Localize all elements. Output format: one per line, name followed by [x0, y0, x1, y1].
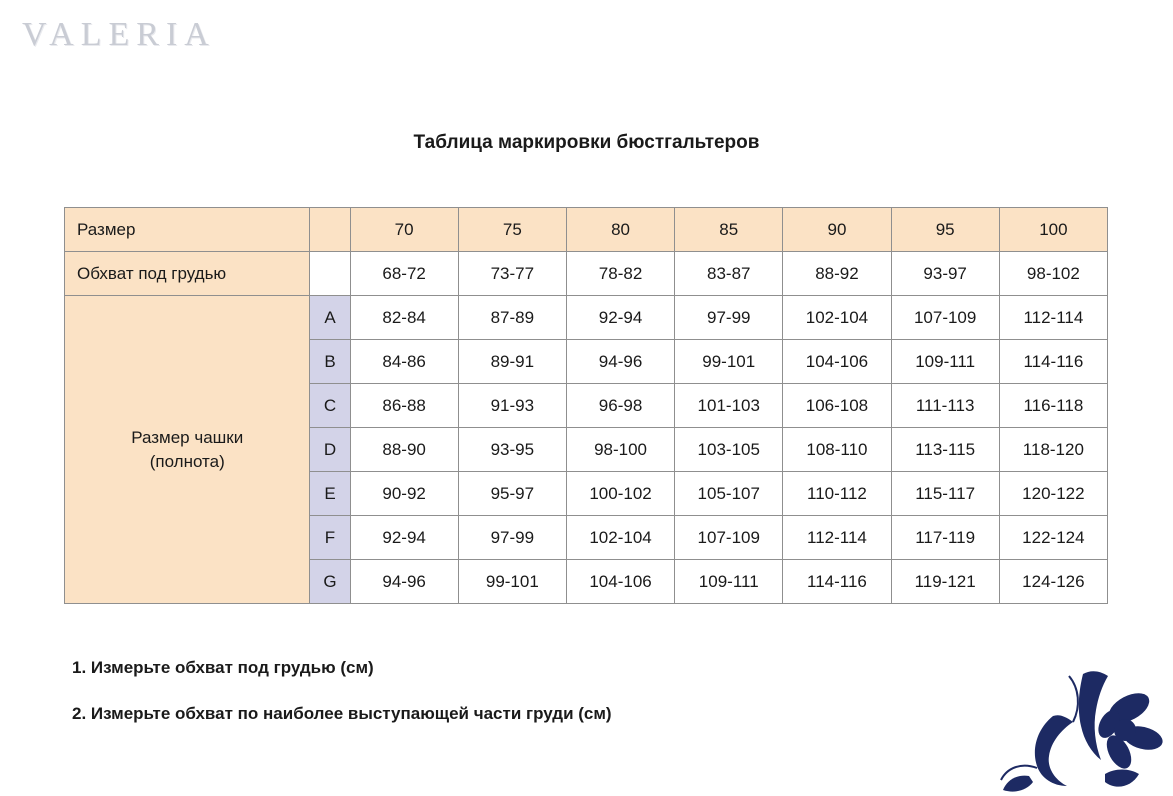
table-row-underbust — [65, 252, 1108, 296]
row-header-cup — [65, 296, 310, 604]
cup-value-cell: 102-104 — [783, 296, 891, 340]
underbust-cell: 83-87 — [675, 252, 783, 296]
cup-value-cell: 114-116 — [783, 560, 891, 604]
cup-value-cell: 115-117 — [891, 472, 999, 516]
cup-value-cell: 99-101 — [458, 560, 566, 604]
cup-value-cell: 97-99 — [458, 516, 566, 560]
underbust-cell: 93-97 — [891, 252, 999, 296]
cup-value-cell: 116-118 — [999, 384, 1107, 428]
cup-value-cell: 98-100 — [566, 428, 674, 472]
size-cell: 95 — [891, 208, 999, 252]
cup-value-cell: 107-109 — [891, 296, 999, 340]
cup-label-line1: Размер чашки — [131, 427, 244, 447]
cup-label-line2: (полнота) — [149, 451, 225, 471]
brand-logo: VALERIA — [22, 16, 216, 53]
underbust-cell: 73-77 — [458, 252, 566, 296]
cup-value-cell: 119-121 — [891, 560, 999, 604]
cup-value-cell: 113-115 — [891, 428, 999, 472]
cup-value-cell: 107-109 — [675, 516, 783, 560]
size-cell: 90 — [783, 208, 891, 252]
cup-value-cell: 96-98 — [566, 384, 674, 428]
size-cell: 80 — [566, 208, 674, 252]
size-cell: 70 — [350, 208, 458, 252]
cup-value-cell: 109-111 — [891, 340, 999, 384]
cup-value-cell: 92-94 — [566, 296, 674, 340]
cup-value-cell: 94-96 — [350, 560, 458, 604]
underbust-cell: 88-92 — [783, 252, 891, 296]
cup-value-cell: 91-93 — [458, 384, 566, 428]
cup-value-cell: 112-114 — [999, 296, 1107, 340]
cup-letter-cell: F — [310, 516, 350, 560]
cup-value-cell: 84-86 — [350, 340, 458, 384]
size-cell: 85 — [675, 208, 783, 252]
underbust-cell: 68-72 — [350, 252, 458, 296]
floral-ornament-icon — [933, 656, 1163, 796]
cup-value-cell: 89-91 — [458, 340, 566, 384]
cup-letter-cell: G — [310, 560, 350, 604]
cup-value-cell: 102-104 — [566, 516, 674, 560]
cup-value-cell: 92-94 — [350, 516, 458, 560]
bra-size-table — [64, 207, 1108, 604]
cup-value-cell: 94-96 — [566, 340, 674, 384]
cup-value-cell: 112-114 — [783, 516, 891, 560]
spacer-cell — [310, 252, 350, 296]
cup-value-cell: 117-119 — [891, 516, 999, 560]
cup-letter-cell: C — [310, 384, 350, 428]
cup-value-cell: 103-105 — [675, 428, 783, 472]
instruction-item: 1. Измерьте обхват под грудью (см) — [72, 658, 374, 677]
row-header-size: Размер — [65, 208, 310, 252]
cup-value-cell: 82-84 — [350, 296, 458, 340]
cup-value-cell: 120-122 — [999, 472, 1107, 516]
underbust-cell: 98-102 — [999, 252, 1107, 296]
cup-value-cell: 105-107 — [675, 472, 783, 516]
cup-value-cell: 111-113 — [891, 384, 999, 428]
cup-value-cell: 88-90 — [350, 428, 458, 472]
cup-value-cell: 86-88 — [350, 384, 458, 428]
cup-value-cell: 104-106 — [783, 340, 891, 384]
cup-letter-cell: E — [310, 472, 350, 516]
cup-value-cell: 114-116 — [999, 340, 1107, 384]
cup-value-cell: 104-106 — [566, 560, 674, 604]
cup-value-cell: 87-89 — [458, 296, 566, 340]
cup-value-cell: 122-124 — [999, 516, 1107, 560]
instructions — [72, 658, 972, 750]
instruction-item: 2. Измерьте обхват по наиболее выступающей части груди (см) — [72, 704, 612, 723]
underbust-cell: 78-82 — [566, 252, 674, 296]
size-cell: 75 — [458, 208, 566, 252]
cup-value-cell: 124-126 — [999, 560, 1107, 604]
cup-value-cell: 95-97 — [458, 472, 566, 516]
cup-value-cell: 108-110 — [783, 428, 891, 472]
size-cell: 100 — [999, 208, 1107, 252]
cup-value-cell: 118-120 — [999, 428, 1107, 472]
cup-value-cell: 100-102 — [566, 472, 674, 516]
cup-value-cell: 99-101 — [675, 340, 783, 384]
table-row-sizes — [65, 208, 1108, 252]
cup-value-cell: 110-112 — [783, 472, 891, 516]
page-title: Таблица маркировки бюстгальтеров — [413, 132, 760, 153]
cup-value-cell: 93-95 — [458, 428, 566, 472]
cup-value-cell: 90-92 — [350, 472, 458, 516]
cup-value-cell: 109-111 — [675, 560, 783, 604]
spacer-cell — [310, 208, 350, 252]
cup-letter-cell: B — [310, 340, 350, 384]
cup-value-cell: 106-108 — [783, 384, 891, 428]
table-row-cup-a — [65, 296, 1108, 340]
cup-letter-cell: D — [310, 428, 350, 472]
row-header-underbust: Обхват под грудью — [65, 252, 310, 296]
cup-letter-cell: A — [310, 296, 350, 340]
cup-value-cell: 97-99 — [675, 296, 783, 340]
cup-value-cell: 101-103 — [675, 384, 783, 428]
